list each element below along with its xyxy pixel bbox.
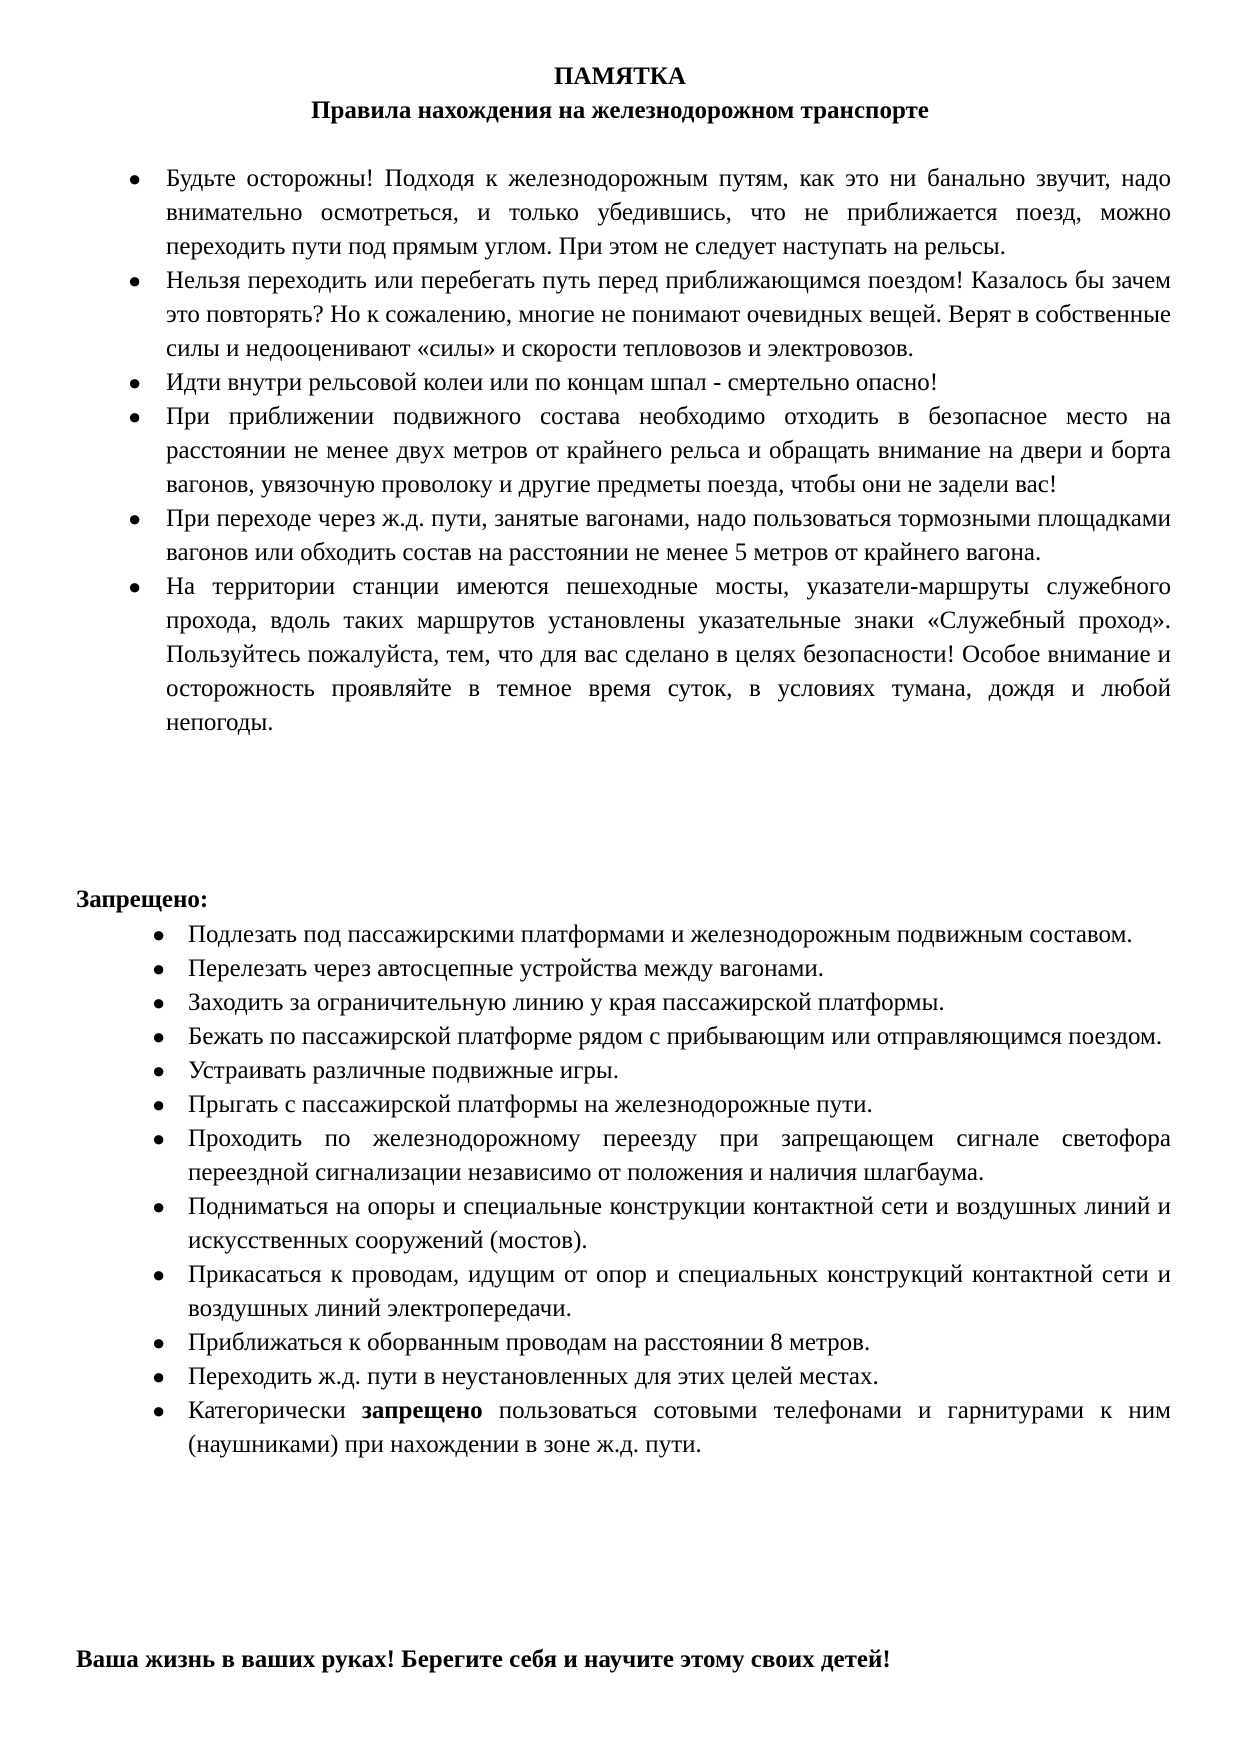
bullet-icon: ● [128, 404, 142, 429]
list-item [128, 264, 1171, 366]
list-item-text: Приближаться к оборванным проводам на расстоянии 8 метров. [188, 1329, 871, 1356]
list-item-text: Будьте осторожны! Подходя к железнодорожным путям, как это ни банально звучит, надо внимательно осмотреться, и только убедившись, что не приближается поезд, можно переходить пути под прямым углом. При этом не следует наступать на рельсы. [166, 165, 1171, 260]
list-item-text-before: Категорически [188, 1397, 362, 1424]
bullet-icon: ● [152, 1398, 166, 1423]
list-item-text: Проходить по железнодорожному переезду при запрещающем сигнале светофора переездной сигнализации независимо от положения и наличия шлагбаума. [188, 1125, 1171, 1186]
page-subtitle: Правила нахождения на железнодорожном транспорте [311, 97, 929, 124]
list-item-text: Перелезать через автосцепные устройства между вагонами. [188, 955, 825, 982]
bullet-icon: ● [152, 922, 166, 947]
list-item [152, 1088, 1171, 1122]
list-item [152, 1326, 1171, 1360]
list-item [152, 1190, 1171, 1258]
list-item [128, 570, 1171, 740]
bullet-icon: ● [128, 506, 142, 531]
list-item-text: Бежать по пассажирской платформе рядом с прибывающим или отправляющимся поездом. [188, 1023, 1163, 1050]
list-item [152, 918, 1171, 952]
list-item [152, 1054, 1171, 1088]
page-title: ПАМЯТКА [553, 63, 686, 90]
list-item [128, 366, 1171, 400]
list-item-text: Подниматься на опоры и специальные конструкции контактной сети и воздушных линий и искусственных сооружений (мостов). [188, 1193, 1171, 1254]
bullet-icon: ● [152, 1330, 166, 1355]
list-item [128, 400, 1171, 502]
bullet-icon: ● [152, 1262, 166, 1287]
list-item-text: Идти внутри рельсовой колеи или по концам шпал - смертельно опасно! [166, 369, 939, 396]
list-item-text-bold: запрещено [361, 1397, 483, 1424]
bullet-icon: ● [128, 370, 142, 395]
bullet-icon: ● [152, 1364, 166, 1389]
list-item [152, 1394, 1171, 1462]
list-item-text: Прыгать с пассажирской платформы на железнодорожные пути. [188, 1091, 873, 1118]
list-item-text: Устраивать различные подвижные игры. [188, 1057, 619, 1084]
safety-rules-list [128, 162, 1171, 740]
bullet-icon: ● [152, 1194, 166, 1219]
footer-slogan: Ваша жизнь в ваших руках! Берегите себя и научите этому своих детей! [76, 1646, 891, 1673]
list-item-text: На территории станции имеются пешеходные мосты, указатели-маршруты служебного прохода, вдоль таких маршрутов установлены указательные знаки «Служебный проход». Пользуйтесь пожалуйста, тем, что для вас сделано в целях безопасности! Особое внимание и осторожность проявляйте в темное время суток, в условиях тумана, дождя и любой непогоды. [166, 573, 1171, 736]
list-item [152, 1122, 1171, 1190]
list-item [152, 1360, 1171, 1394]
list-item-text: Прикасаться к проводам, идущим от опор и специальных конструкций контактной сети и воздушных линий электропередачи. [188, 1261, 1171, 1322]
bullet-icon: ● [152, 1024, 166, 1049]
forbidden-list [152, 918, 1171, 1462]
list-item [152, 1258, 1171, 1326]
forbidden-heading: Запрещено: [76, 886, 209, 913]
list-item [152, 1020, 1171, 1054]
list-item-text: Заходить за ограничительную линию у края пассажирской платформы. [188, 989, 945, 1016]
list-item-text: При переходе через ж.д. пути, занятые вагонами, надо пользоваться тормозными площадками вагонов или обходить состав на расстоянии не менее 5 метров от крайнего вагона. [166, 505, 1171, 566]
bullet-icon: ● [128, 268, 142, 293]
list-item-text: При приближении подвижного состава необходимо отходить в безопасное место на расстоянии не менее двух метров от крайнего рельса и обращать внимание на двери и борта вагонов, увязочную проволоку и другие предметы поезда, чтобы они не задели вас! [166, 403, 1171, 498]
list-item-text: Переходить ж.д. пути в неустановленных для этих целей местах. [188, 1363, 879, 1390]
list-item [128, 502, 1171, 570]
list-item [152, 952, 1171, 986]
bullet-icon: ● [128, 574, 142, 599]
bullet-icon: ● [152, 990, 166, 1015]
bullet-icon: ● [128, 166, 142, 191]
bullet-icon: ● [152, 1092, 166, 1117]
bullet-icon: ● [152, 1126, 166, 1151]
list-item-text: Подлезать под пассажирскими платформами и железнодорожным подвижным составом. [188, 921, 1133, 948]
bullet-icon: ● [152, 956, 166, 981]
bullet-icon: ● [152, 1058, 166, 1083]
list-item [128, 162, 1171, 264]
list-item-text: Нельзя переходить или перебегать путь перед приближающимся поездом! Казалось бы зачем это повторять? Но к сожалению, многие не понимают очевидных вещей. Верят в собственные силы и недооценивают «силы» и скорости тепловозов и электровозов. [166, 267, 1171, 362]
list-item-text-after: пользоваться сотовыми телефонами и гарнитурами к ним (наушниками) при нахождении в зоне ж.д. пути. [188, 1397, 1171, 1458]
list-item [152, 986, 1171, 1020]
